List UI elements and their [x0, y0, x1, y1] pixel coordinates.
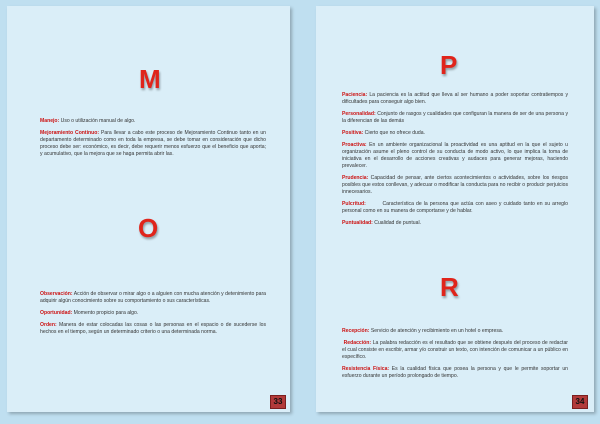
definition-term: Prudencia: [342, 174, 369, 181]
definition-text: Capacidad de pensar, ante ciertos acontecimientos o actividades, sobre los riesgos posibles que estos conllevan, y adecuar o modificar la conducta para no recibir o producir perjuicios innecesarios. [342, 174, 568, 196]
definition-term: Puntualidad: [342, 219, 373, 226]
definition-term: Proactiva: [342, 141, 367, 148]
definition-text: Conjunto de rasgos y cualidades que configuran la manera de ser de una persona y la diferencian de las demás [342, 110, 568, 125]
definition-text: Uso o utilización manual de algo. [59, 118, 136, 124]
definition-entry [342, 92, 568, 106]
definition-text: Para llevar a cabo este proceso de Mejoramiento Continuo tanto en un departamento determinado como en toda la empresa, se debe tomar en consideración que dicho proceso debe ser: económico, es decir, debe requerir menos esfuerzo que el beneficio que aporta; y acumulativo, que la mejora que se haga permita abrir las. [40, 129, 266, 158]
definition-entry [40, 118, 266, 125]
definition-term: Paciencia: [342, 92, 368, 98]
left-page [7, 6, 290, 412]
definition-entry [40, 291, 266, 305]
section-letter-o: O [138, 213, 159, 243]
definition-text: Servicio de atención y recibimiento en un hotel o empresa. [369, 328, 504, 334]
definition-text: Momento propicio para algo. [72, 309, 139, 316]
page-number: 34 [572, 395, 588, 409]
definition-text: Acción de observar o mirar algo o a alguien con mucha atención y detenimiento para adquirir algún conocimiento sobre su comportamiento o sus características. [40, 291, 266, 305]
definition-term: Resistencia Física: [342, 365, 390, 372]
definition-term: Personalidad: [342, 110, 376, 117]
definition-entry [342, 201, 568, 215]
definition-term: Mejoramiento Continuo: [40, 129, 100, 136]
definition-term: Oportunidad: [40, 309, 73, 316]
definition-text: En un ambiente organizacional la proactividad es una aptitud en la que el sujeto u organización asume el pleno control de su conducta de modo activo, lo que implica la toma de iniciativa en el desarrollo de acciones creativas y audaces para generar mejoras, haciendo prevalecer. [342, 141, 568, 170]
section-letter-m: M [139, 64, 161, 94]
definition-term: Positiva: [342, 129, 364, 136]
definition-entry [40, 322, 266, 336]
definition-term: Orden: [40, 321, 57, 328]
definition-term: Redacción: [342, 339, 372, 346]
section-o-definitions [40, 291, 266, 341]
definition-text: Es la cualidad física que posea la persona y que le permite soportar un esfuerzo durante un período prolongado de tiempo. [342, 365, 568, 380]
section-r-definitions [342, 328, 568, 385]
definition-text: Manera de estar colocadas las cosas o las personas en el espacio o de sucederse los hechos en el tiempo, según un determinado criterio o una determinada norma. [40, 321, 266, 335]
definition-term: Observación: [40, 291, 73, 297]
definition-entry [342, 111, 568, 125]
definition-entry [342, 142, 568, 171]
definition-entry [342, 220, 568, 227]
definition-text: Cierto que no ofrece duda. [363, 129, 425, 136]
section-m-definitions [40, 118, 266, 163]
definition-term: Recepción: [342, 328, 370, 334]
page-number: 33 [270, 395, 286, 409]
definition-entry [342, 328, 568, 335]
definition-entry [342, 130, 568, 137]
right-page [316, 6, 594, 412]
section-letter-r: R [440, 272, 459, 302]
section-p-definitions [342, 92, 568, 232]
definition-term: Manejo: [40, 118, 60, 124]
definition-entry [40, 130, 266, 159]
definition-text: Cualidad de puntual. [372, 219, 421, 226]
definition-text: La palabra redacción es el resultado que se obtiene después del proceso de redactar el cual consiste en escribir, armar y/o construir un texto, con intención de comunicar a un público en específico. [342, 339, 569, 361]
definition-entry [342, 175, 568, 197]
definition-text: Característica de la persona que actúa con aseo y cuidado tanto en su arreglo personal como en su manera de comportarse y de hablar. [342, 200, 570, 215]
definition-entry [342, 340, 568, 362]
definition-term: Pulcritud: [342, 200, 366, 207]
definition-entry [342, 366, 568, 380]
section-letter-p: P [440, 50, 458, 80]
definition-text: La paciencia es la actitud que lleva al ser humano a poder soportar contratiempos y dificultades para conseguir algo bien. [342, 92, 568, 106]
definition-entry [40, 310, 266, 317]
